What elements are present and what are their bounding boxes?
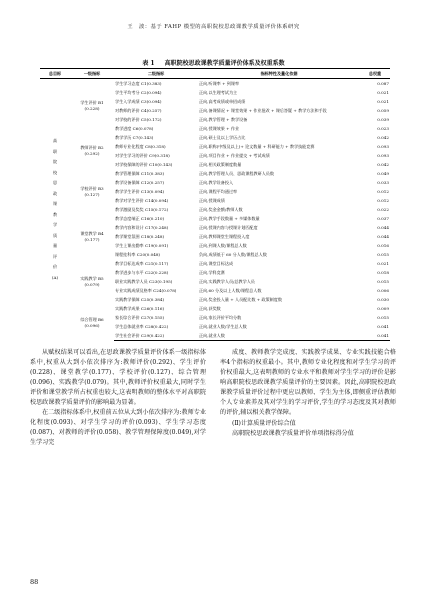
table-row — [40, 169, 390, 178]
level1-indicator-name: 学校评价 B3 — [80, 185, 104, 191]
target-char: 思 — [52, 180, 58, 186]
table-row — [40, 259, 390, 268]
level1-indicator-weight: (0.228) — [84, 106, 100, 112]
table-number: 表 1 — [142, 60, 155, 67]
level2-indicator-cell: 学生总体就业率 C28(0.422) — [115, 324, 169, 330]
level2-indicator-cell: 教学学生评价 C13(0.094) — [115, 189, 165, 195]
total-weight-cell: 0.009 — [377, 306, 389, 312]
level2-indicator-cell: 学生学习态度 C1(0.383) — [115, 81, 162, 86]
col-header-weight: 总权重 — [360, 69, 390, 79]
description-cell: 正向,实践教学人员/总教学人员 — [199, 279, 255, 285]
description-cell: 正向,教学手段数量 + 多媒体数量 — [199, 216, 260, 222]
level2-indicator-cell: 对学生学习的评价 C9(0.318) — [115, 153, 170, 159]
level2-indicator-cell: 实践教学保障 C25(0.384) — [115, 297, 165, 303]
description-cell: 正向,教学管理人员、思政课程教研人员数 — [199, 171, 274, 177]
level2-indicator-cell: 对学校的评价 C5(0.172) — [115, 117, 162, 123]
description-cell: 正向,授课效果 + 作业 — [199, 126, 240, 132]
level2-indicator-cell: 教学对学生评价 C14(0.094) — [115, 198, 169, 204]
total-weight-cell: 0.059 — [377, 108, 389, 114]
description-cell: 正向,备课情况 + 课堂效果 + 作业批改 + 课后答疑 + 教学方法和手段 — [199, 108, 327, 114]
table-row — [40, 214, 390, 223]
description-cell: 正向,授课内容与授课计划匹配度 — [199, 225, 258, 231]
paragraph: 在二级指标体系中,权重前五位从大到小依次排序为:教师专业化程度(0.093)、对学生学习的评价(0.093)、学生学习态度(0.087)、对教师的评价(0.058)、教学管理保障度(0.049),对学生学习完 — [30, 409, 206, 446]
total-weight-cell: 0.044 — [377, 234, 389, 240]
description-cell: 正向,项目作业 + 作业提交 + 考试成绩 — [199, 153, 270, 159]
target-char: 院 — [52, 159, 58, 165]
total-weight-cell: 0.042 — [377, 135, 389, 141]
total-weight-cell: 0.093 — [377, 144, 389, 150]
paragraph: 从赋权结果可以看出,在思政课教学质量评价体系一级指标体系中,权重从大到小依次排序为:教师评价(0.292)、学生评价(0.228)、课堂教学(0.177)、学校评价(0.127)、综合管理(0.096)、实践教学(0.079)。其中,教师评价权重最大,同时学生评价和课堂教学所占权重也较大,这表明教师的整体水平对高职院校思政课教学质量评价的影响最为显著。 — [30, 349, 206, 406]
level1-indicator-weight: (0.127) — [84, 191, 100, 197]
level1-indicator-cell — [70, 259, 114, 304]
level1-indicator-name: 学生评价 B1 — [80, 100, 104, 106]
level2-indicator-cell: 教学激励及奖奖 C15(0.172) — [115, 207, 169, 213]
level1-indicator-cell — [70, 214, 114, 259]
col-header-target: 总目标 — [40, 69, 70, 79]
level2-indicator-cell: 教学学历 C7(0.143) — [115, 135, 154, 141]
target-char: 质 — [52, 232, 58, 238]
target-char: 职 — [52, 148, 58, 154]
total-weight-cell: 0.022 — [377, 207, 389, 213]
level1-indicator-name: 综合管理 B6 — [80, 316, 104, 322]
level2-indicator-cell: 教师专业化程度 C8(0.318) — [115, 144, 166, 150]
total-weight-cell: 0.037 — [377, 216, 389, 222]
target-cell — [40, 79, 70, 341]
subsection-heading: (Ⅱ)计算质量评价综合值 — [232, 420, 296, 427]
total-weight-cell: 0.087 — [377, 81, 389, 86]
description-cell: 正向,奖金投入量 + 人员配比数 + 政策制度数 — [199, 297, 282, 303]
description-cell: 正向,以生理考试为主 — [199, 90, 238, 96]
total-weight-cell: 0.039 — [377, 117, 389, 123]
description-cell: 正向,硕士及以上学历占比 — [199, 135, 246, 141]
target-char: 政 — [52, 190, 58, 196]
description-cell: 正向,职称(中级及以上)+ 论文数量 + 科研能力 + 教学技能竞赛 — [199, 144, 315, 150]
description-cell: 正向,听课率 + 到课率 — [199, 81, 240, 86]
paragraph: 成度、教师教学完成度、实践教学成果、专业实践技能合格率4个指标的权重最小。其中,教师专业化程度和对学生学习的评价权重最大,这表明教师的专业水平和教师对学生学习的评价是影响高职院校思政课教学质量评价的主要因素。因此,高职院校思政课教学质量评价过程中更应以教师、学生为主体,即侧重评估教师个人专业素养及其对学生的学习评价,学生的学习态度及其对教师的评价,辅以相关教学保障。 — [220, 349, 396, 416]
level2-indicator-cell: 教学管理保障 C11(0.383) — [115, 171, 165, 177]
description-cell: 正向,学科竞赛 — [199, 270, 225, 276]
description-cell: 正向,课堂目标达成 — [199, 261, 234, 267]
target-char: 学 — [52, 222, 58, 228]
running-header: 王 波：基于 FAHP 模型的高职院校思政课教学质量评价体系研究 — [127, 24, 300, 30]
level1-indicator-cell — [70, 169, 114, 214]
level1-indicator-cell — [70, 133, 114, 169]
level2-indicator-cell: 教学设备保障 C12(0.257) — [115, 180, 165, 186]
level2-indicator-cell: 学生社会评价 C29(0.422) — [114, 331, 198, 341]
total-weight-cell: 0.006 — [377, 288, 389, 294]
target-char: (A) — [51, 274, 59, 280]
target-char: 评 — [52, 253, 58, 259]
level2-indicator-cell: 教学课堂氛围 C18(0.248) — [115, 234, 165, 240]
level2-indicator-cell: 实践教学成果 C26(0.116) — [115, 306, 165, 312]
target-char: 教 — [52, 211, 58, 217]
level2-indicator-cell: 专业实践成绩及格率 C24(0.078) — [115, 288, 177, 294]
level2-indicator-cell: 教学进步与水平 C22(0.228) — [115, 270, 169, 276]
level1-indicator-name: 实践教学 B5 — [80, 275, 104, 281]
level1-indicator-weight: (0.292) — [84, 151, 100, 157]
table-row — [40, 79, 390, 89]
level1-indicator-weight: (0.079) — [84, 281, 100, 287]
level2-indicator-cell: 学生上课出勤率 C19(0.091) — [115, 243, 169, 249]
description-cell: 正向,高考成绩或单招成绩 — [199, 99, 246, 105]
target-char: 量 — [52, 243, 58, 249]
level1-indicator-cell — [70, 79, 114, 134]
description-cell: 正向,教学设备投入 — [199, 180, 234, 186]
level1-indicator-name: 教师评价 B2 — [80, 145, 104, 151]
total-weight-cell: 0.093 — [377, 153, 389, 159]
level1-indicator-cell — [70, 304, 114, 341]
level2-indicator-cell: 教学进度 C6(0.078) — [115, 126, 154, 132]
level2-indicator-cell: 家长综合评价 C27(0.155) — [115, 315, 165, 321]
level2-indicator-cell: 职业实践教学人员 C23(0.195) — [115, 279, 173, 285]
description-cell: 正向,授课成绩 — [199, 198, 225, 204]
total-weight-cell: 0.015 — [377, 252, 389, 258]
description-cell: 正向,奖金金额/教师人数 — [199, 207, 243, 213]
total-weight-cell: 0.012 — [377, 198, 389, 204]
total-weight-cell: 0.042 — [377, 162, 389, 168]
target-char: 价 — [52, 264, 58, 270]
level2-indicator-cell: 学生入学成绩 C3(0.094) — [115, 99, 162, 105]
col-header-description: 指标特性及量化依据 — [198, 69, 360, 79]
left-column — [30, 348, 206, 448]
description-cell: 正向,获奖数 — [199, 306, 221, 312]
total-weight-cell: 0.021 — [377, 90, 389, 96]
level1-indicator-weight: (0.096) — [84, 322, 100, 328]
total-weight-cell: 0.021 — [377, 99, 389, 105]
total-weight-cell: 0.041 — [377, 324, 389, 330]
total-weight-cell: 0.041 — [360, 331, 390, 341]
table-row — [40, 133, 390, 142]
target-char: 高 — [52, 138, 58, 144]
page-number: 88 — [30, 578, 39, 586]
description-cell: 正向,60 分及以上人数/课程总人数 — [199, 288, 262, 294]
description-cell: 正向,就业人数/学生总人数 — [199, 324, 247, 330]
level2-indicator-cell: 教学态度端正 C16(0.210) — [115, 216, 165, 222]
level2-indicator-cell: 课程挂科率 C20(0.048) — [115, 252, 161, 258]
level1-indicator-name: 课堂教学 B4 — [80, 230, 104, 236]
level2-indicator-cell: 对教师的评价 C4(0.257) — [115, 108, 162, 114]
level2-indicator-cell: 学生平均考分 C2(0.094) — [115, 90, 162, 96]
table-caption — [0, 58, 427, 67]
table-header-row — [40, 69, 390, 79]
total-weight-cell: 0.016 — [377, 243, 389, 249]
total-weight-cell: 0.030 — [377, 297, 389, 303]
evaluation-index-table — [40, 68, 390, 341]
description-cell: 正向,就业人数 — [198, 331, 360, 341]
description-cell: 正向,家长评价平均分数 — [199, 315, 242, 321]
level2-indicator-cell: 教学目标达成率 C21(0.117) — [115, 261, 169, 267]
target-char: 课 — [52, 201, 58, 207]
description-cell: 正向,课程平均通过率 — [199, 189, 238, 195]
description-cell: 正向,到课人数/课程总人数 — [199, 243, 247, 249]
right-column — [220, 348, 396, 439]
description-cell: 正向,教师课堂生课程投入度 — [199, 234, 250, 240]
col-header-level2: 二级指标 — [114, 69, 198, 79]
description-cell: 正向,相关政策制度数量 — [199, 162, 242, 168]
total-weight-cell: 0.033 — [377, 180, 389, 186]
description-cell: 负向,成绩低于 60 分人数/课程总人数 — [199, 252, 267, 258]
table-row — [40, 304, 390, 313]
total-weight-cell: 0.049 — [377, 171, 389, 177]
level2-indicator-cell: 教学内容和设计 C17(0.248) — [115, 225, 169, 231]
target-char: 校 — [52, 169, 58, 175]
total-weight-cell: 0.021 — [377, 261, 389, 267]
description-cell: 正向,教学管理 + 教学设备 — [199, 117, 248, 123]
level1-indicator-weight: (0.177) — [84, 236, 100, 242]
total-weight-cell: 0.015 — [377, 315, 389, 321]
total-weight-cell: 0.018 — [377, 270, 389, 276]
col-header-level1: 一级指标 — [70, 69, 114, 79]
total-weight-cell: 0.015 — [377, 279, 389, 285]
total-weight-cell: 0.044 — [377, 225, 389, 231]
paragraph: 高职院校思政课教学质量评价单项指标得分值 — [232, 430, 354, 437]
total-weight-cell: 0.023 — [377, 126, 389, 132]
level2-indicator-cell: 对学校保障的评价 C10(0.143) — [115, 162, 173, 168]
table-title: 高职院校思政课教学质量评价体系及权重系数 — [164, 60, 285, 67]
total-weight-cell: 0.012 — [377, 189, 389, 195]
